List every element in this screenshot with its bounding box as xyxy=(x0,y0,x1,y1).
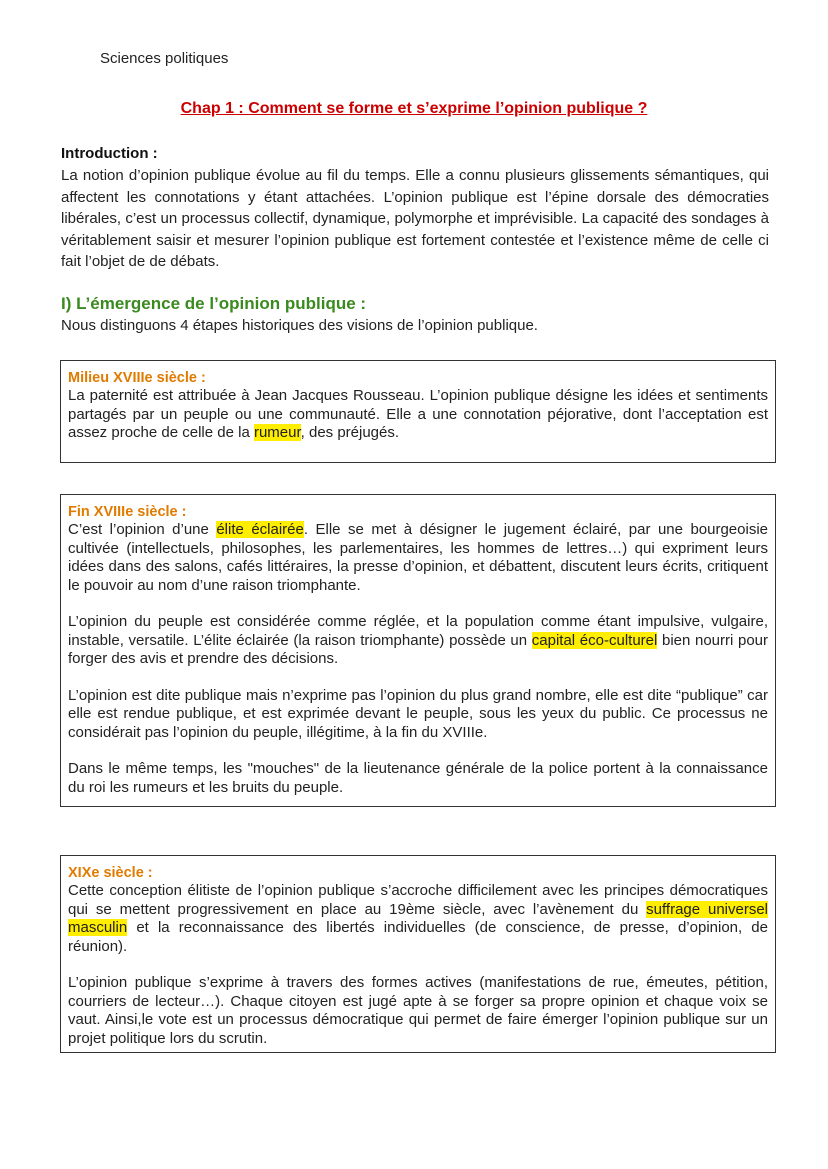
period-title: Milieu XVIIIe siècle : xyxy=(68,370,206,386)
highlighted-term: capital éco-culturel xyxy=(531,631,658,649)
highlighted-term: suffrage universel masculin xyxy=(68,900,769,936)
highlighted-term: rumeur xyxy=(253,424,301,441)
period-paragraph: C’est l’opinion d’une élite éclairée. Elle se met à désigner le jugement éclairé, par une bourgeoisie cultivée (intellectuels, philosophes, les parlementaires, les hommes de lettres…) qui expriment leurs idées dans des salons, cafés littéraires, la presse d’opinion, et débattent, discutent leurs écrits, critiquent le pouvoir au nom d’une raison triomphante. xyxy=(68,521,769,594)
subject-label: Sciences politiques xyxy=(100,50,229,67)
chapter-title: Chap 1 : Comment se forme et s’exprime l’opinion publique ? xyxy=(180,100,648,117)
period-box-late-18th xyxy=(60,494,776,807)
period-title: Fin XVIIIe siècle : xyxy=(68,504,187,520)
period-paragraph: Dans le même temps, les "mouches" de la lieutenance générale de la police portent à la connaissance du roi les rumeurs et les bruits du peuple. xyxy=(68,760,768,796)
section-intro: Nous distinguons 4 étapes historiques des visions de l’opinion publique. xyxy=(61,317,538,334)
intro-paragraph: La notion d’opinion publique évolue au fil du temps. Elle a connu plusieurs glissements sémantiques, qui affectent les connotations y étant attachées. L’opinion publique est l’épine dorsale des démocraties libérales, c’est un processus collectif, dynamique, polymorphe et imprévisible. La capacité des sondages à véritablement saisir et mesurer l’opinion publique est fortement contestée et l’existence même de celle ci fait l’objet de de débats. xyxy=(61,167,769,270)
period-title: XIXe siècle : xyxy=(68,865,153,881)
period-paragraph: L’opinion du peuple est considérée comme réglée, et la population comme étant impulsive, vulgaire, instable, versatile. L’élite éclairée (la raison triomphante) possède un capital éco-culturel bien nourri pour forger des avis et prendre des décisions. xyxy=(68,613,769,667)
intro-heading: Introduction : xyxy=(61,145,158,162)
period-paragraph: L’opinion est dite publique mais n’exprime pas l’opinion du plus grand nombre, elle est dite “publique” car elle est rendue publique, et est exprimée devant le peuple, sous les yeux du public. Ce processus ne considérait pas l’opinion du peuple, illégitime, à la fin du XVIIIe. xyxy=(68,686,768,741)
highlighted-term: élite éclairée xyxy=(216,521,304,538)
period-paragraph: La paternité est attribuée à Jean Jacques Rousseau. L’opinion publique désigne les idées et sentiments partagés par un peuple ou une communauté. Elle a une connotation péjorative, dont l’acceptation est assez proche de celle de la rumeur, des préjugés. xyxy=(68,387,768,441)
period-paragraph: Cette conception élitiste de l’opinion publique s’accroche difficilement avec les principes démocratiques qui se mettent progressivement en place au 19ème siècle, avec l’avènement du suffrage universel masculin et la reconnaissance des libertés individuelles (de conscience, de presse, d’opinion, de réunion). xyxy=(68,882,769,955)
period-paragraph: L’opinion publique s’exprime à travers des formes actives (manifestations de rue, émeutes, pétition, courriers de lecteur…). Chaque citoyen est jugé apte à se forger sa propre opinion et chaque voix se vaut. Ainsi,le vote est un processus démocratique qui permet de faire émerger l’opinion publique sur un projet politique lors du scrutin. xyxy=(68,974,768,1047)
period-box-19th xyxy=(60,855,776,1053)
period-box-mid-18th xyxy=(60,360,776,463)
section-heading: I) L’émergence de l’opinion publique : xyxy=(61,294,367,313)
